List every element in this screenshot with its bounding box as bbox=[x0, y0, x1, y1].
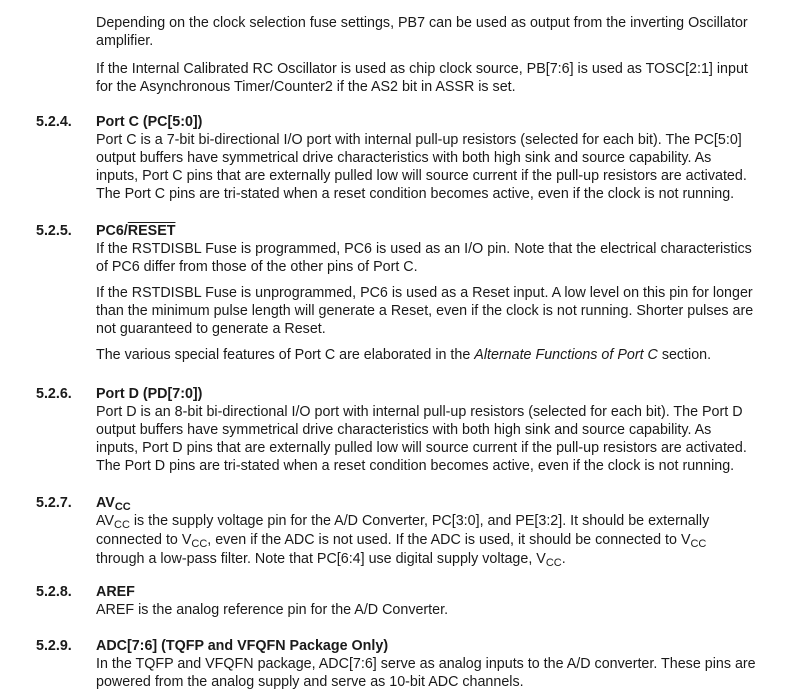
subscript: CC bbox=[690, 538, 707, 550]
subscript: CC bbox=[114, 519, 130, 531]
section-body bbox=[96, 512, 756, 569]
section-body bbox=[96, 601, 756, 619]
section-number: 5.2.7. bbox=[36, 495, 72, 511]
section-paragraph bbox=[96, 512, 756, 569]
section-paragraph-features bbox=[96, 346, 756, 364]
text-run: section. bbox=[657, 347, 712, 363]
section-body bbox=[96, 655, 756, 691]
section-number: 5.2.5. bbox=[36, 223, 72, 239]
section-paragraph: Port D is an 8-bit bi-directional I/O port with internal pull-up resistors (selected for each bit). The Port D output buffers have symmetrical drive characteristics with both high sink and source capability. As inputs, Port D pins that are externally pulled low will source current if the pull-up resistors are activated. The Port D pins are tri-stated when a reset condition becomes active, even if the clock is not running. bbox=[96, 404, 747, 474]
section-body bbox=[96, 131, 756, 203]
section-paragraph-unprogrammed: If the RSTDISBL Fuse is unprogrammed, PC6 is used as a Reset input. A low level on this pin for longer than the minimum pulse length will generate a Reset, even if the clock is not running. Shorter pulses are not guaranteed to generate a Reset. bbox=[96, 285, 754, 337]
section-title: Port D (PD[7:0]) bbox=[96, 386, 203, 402]
text-run: AV bbox=[96, 513, 115, 529]
text-run: , even if the ADC is not used. If the ADC is used, it should be connected to V bbox=[207, 532, 691, 548]
text-run: is the supply voltage pin for the A/D Converter, PC[3:0], and PE[3:2]. It should be externally connected to V bbox=[96, 513, 710, 548]
alternate-functions-reference[interactable]: Alternate Functions of Port C bbox=[474, 347, 658, 363]
section-title bbox=[96, 494, 131, 513]
section-number: 5.2.9. bbox=[36, 638, 72, 654]
section-number: 5.2.4. bbox=[36, 114, 72, 130]
text-run: through a low-pass filter. Note that PC[6:4] use digital supply voltage, V bbox=[96, 551, 546, 567]
reset-overline-text: RESET bbox=[127, 223, 176, 239]
text-run: . bbox=[561, 551, 566, 567]
section-title: ADC[7:6] (TQFP and VFQFN Package Only) bbox=[96, 638, 389, 654]
section-paragraph: In the TQFP and VFQFN package, ADC[7:6] serve as analog inputs to the A/D converter. These pins are powered from the analog supply and serve as 10-bit ADC channels. bbox=[96, 656, 756, 690]
section-body bbox=[96, 403, 756, 475]
title-subscript: CC bbox=[114, 501, 131, 513]
section-paragraph: AREF is the analog reference pin for the A/D Converter. bbox=[96, 602, 449, 618]
section-title bbox=[96, 222, 175, 240]
text-run: The various special features of Port C are elaborated in the bbox=[96, 347, 475, 363]
section-title: Port C (PC[5:0]) bbox=[96, 114, 203, 130]
intro-paragraph-tosc: If the Internal Calibrated RC Oscillator is used as chip clock source, PB[7:6] is used as TOSC[2:1] input for the Asynchronous Timer/Counter2 if the AS2 bit in ASSR is set. bbox=[96, 61, 748, 95]
section-paragraph-programmed: If the RSTDISBL Fuse is programmed, PC6 is used as an I/O pin. Note that the electrical characteristics of PC6 differ from those of the other pins of Port C. bbox=[96, 241, 752, 275]
section-number: 5.2.8. bbox=[36, 584, 72, 600]
subscript: CC bbox=[191, 538, 208, 550]
section-paragraph: Port C is a 7-bit bi-directional I/O port with internal pull-up resistors (selected for each bit). The PC[5:0] output buffers have symmetrical drive characteristics with both high sink and source capability. As inputs, Port C pins that are externally pulled low will source current if the pull-up resistors are activated. The Port C pins are tri-stated when a reset condition becomes active, even if the clock is not running. bbox=[96, 132, 747, 202]
title-part: AV bbox=[96, 495, 115, 511]
intro-paragraph-pb7: Depending on the clock selection fuse settings, PB7 can be used as output from the inverting Oscillator amplifier. bbox=[96, 15, 748, 49]
section-title: AREF bbox=[96, 584, 135, 600]
section-body bbox=[96, 240, 756, 364]
title-part: PC6/ bbox=[96, 223, 128, 239]
section-number: 5.2.6. bbox=[36, 386, 72, 402]
subscript: CC bbox=[545, 557, 562, 569]
